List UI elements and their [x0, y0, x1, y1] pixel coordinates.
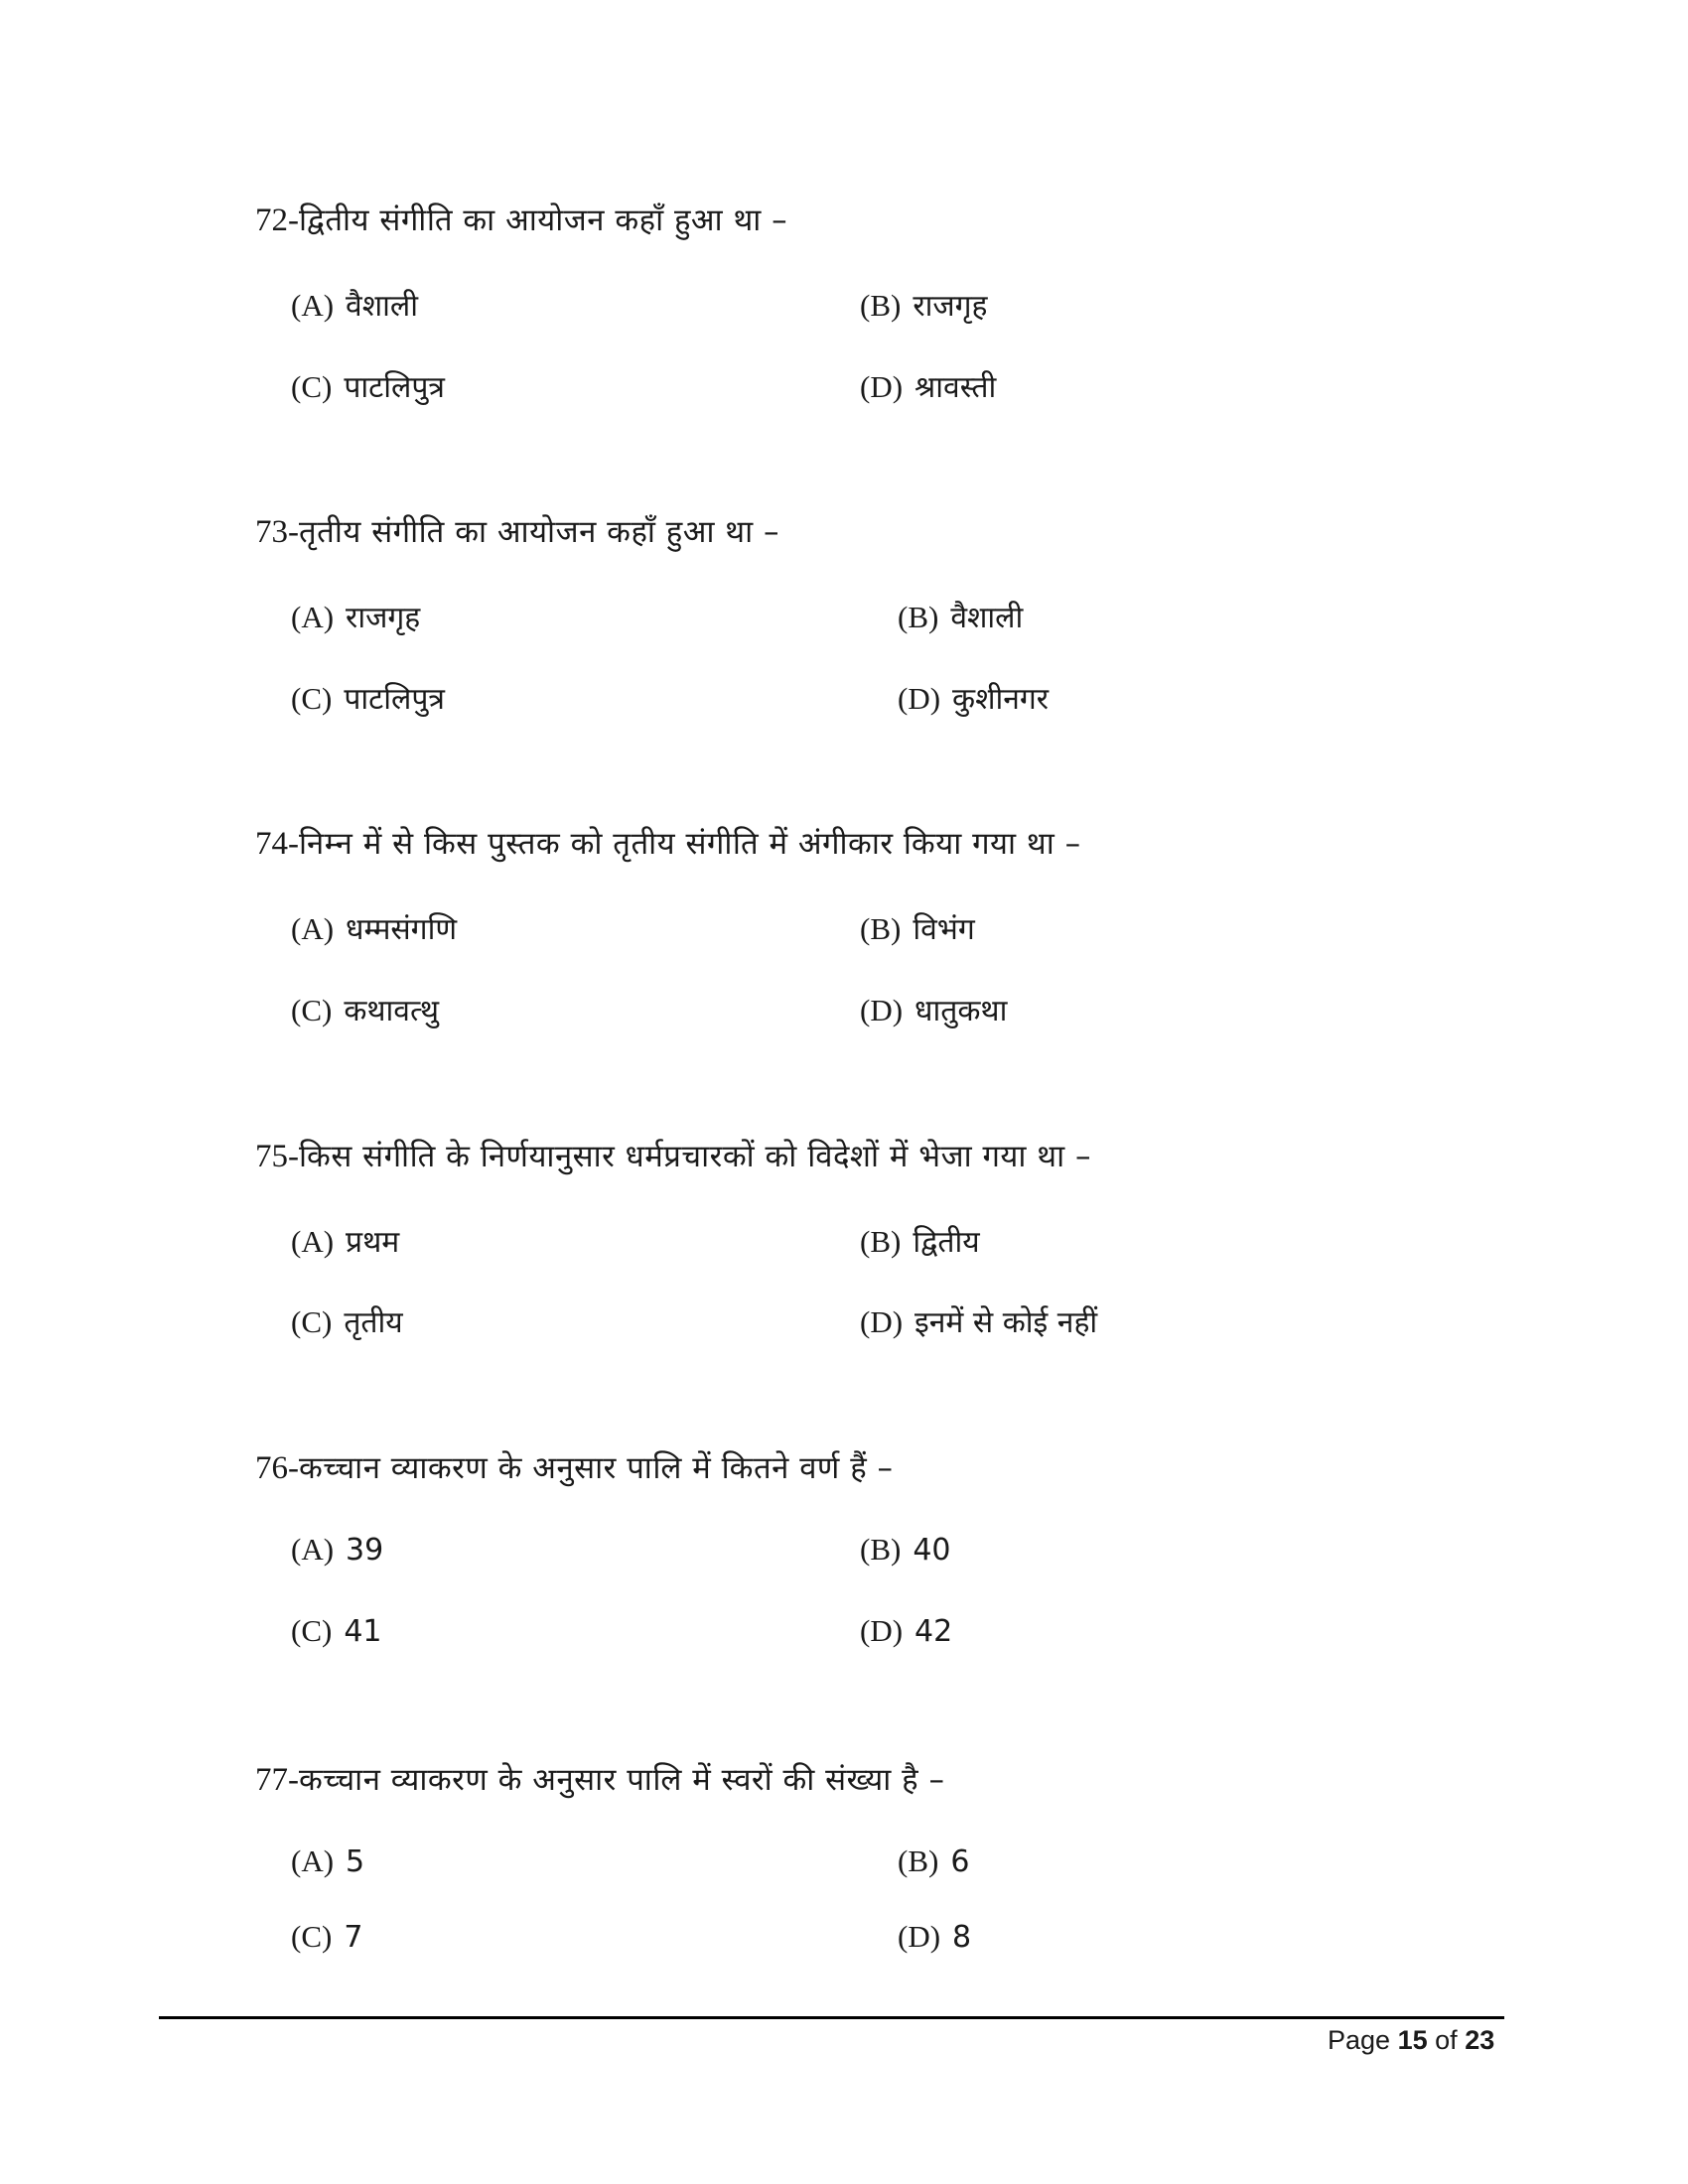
option-76-c — [291, 1613, 382, 1649]
question-text: द्वितीय संगीति का आयोजन कहाँ हुआ था – — [299, 203, 788, 238]
option-label: (A) — [291, 1532, 335, 1567]
option-text: कुशीनगर — [952, 682, 1050, 717]
option-label: (D) — [860, 993, 904, 1027]
page-word: Page — [1328, 2025, 1391, 2055]
option-label: (D) — [898, 1919, 941, 1954]
page-number — [1328, 2025, 1494, 2056]
option-text: विभंग — [913, 912, 975, 947]
option-text: प्रथम — [346, 1225, 400, 1260]
option-73-b — [898, 596, 1023, 636]
option-label: (A) — [291, 1843, 335, 1878]
option-74-d — [860, 989, 1007, 1029]
option-72-a — [291, 284, 418, 325]
footer-divider — [159, 2016, 1504, 2019]
question-number: 77- — [255, 1762, 299, 1798]
question-number: 76- — [255, 1450, 299, 1486]
option-label: (C) — [291, 369, 333, 404]
question-number: 73- — [255, 514, 299, 550]
option-text: वैशाली — [346, 289, 419, 324]
option-76-d — [860, 1613, 952, 1649]
option-label: (B) — [898, 1843, 939, 1878]
of-word: of — [1435, 2025, 1458, 2055]
option-text: 42 — [914, 1614, 953, 1649]
option-77-d — [898, 1919, 971, 1955]
option-text: 5 — [346, 1844, 365, 1879]
option-74-c — [291, 989, 439, 1029]
option-text: वैशाली — [950, 601, 1024, 635]
option-text: कथावत्थु — [344, 994, 440, 1028]
option-label: (A) — [291, 911, 335, 946]
option-text: पाटलिपुत्र — [344, 370, 445, 405]
question-72 — [255, 199, 787, 240]
option-label: (B) — [860, 911, 902, 946]
option-77-c — [291, 1919, 362, 1955]
option-text: धातुकथा — [914, 994, 1008, 1028]
option-label: (A) — [291, 600, 335, 634]
option-label: (C) — [291, 681, 333, 716]
question-text: किस संगीति के निर्णयानुसार धर्मप्रचारकों को विदेशों में भेजा गया था – — [299, 1139, 1091, 1174]
question-73 — [255, 510, 779, 552]
option-76-b — [860, 1532, 951, 1568]
question-text: कच्चान व्याकरण के अनुसार पालि में स्वरों की संख्या है – — [299, 1762, 945, 1798]
option-74-a — [291, 907, 457, 948]
question-76 — [255, 1446, 894, 1488]
option-75-a — [291, 1220, 399, 1261]
option-text: 7 — [344, 1920, 363, 1955]
option-label: (D) — [898, 681, 941, 716]
option-label: (C) — [291, 1304, 333, 1339]
question-74 — [255, 822, 1081, 864]
option-text: धम्मसंगणि — [346, 912, 458, 947]
option-label: (D) — [860, 369, 904, 404]
option-label: (A) — [291, 1224, 335, 1259]
option-73-c — [291, 677, 445, 718]
option-text: 39 — [346, 1533, 384, 1568]
current-page: 15 — [1397, 2025, 1428, 2055]
option-label: (B) — [898, 600, 939, 634]
option-text: राजगृह — [913, 289, 988, 324]
option-77-b — [898, 1843, 969, 1879]
option-text: 8 — [952, 1920, 972, 1955]
option-text: द्वितीय — [913, 1225, 980, 1260]
option-label: (C) — [291, 1613, 333, 1648]
option-text: इनमें से कोई नहीं — [914, 1305, 1098, 1340]
option-label: (C) — [291, 993, 333, 1027]
option-75-d — [860, 1300, 1097, 1341]
option-72-d — [860, 365, 996, 406]
option-label: (B) — [860, 288, 902, 323]
question-text: तृतीय संगीति का आयोजन कहाँ हुआ था – — [299, 514, 779, 550]
question-text: कच्चान व्याकरण के अनुसार पालि में कितने वर्ण हैं – — [299, 1450, 894, 1486]
option-77-a — [291, 1843, 364, 1879]
option-75-c — [291, 1300, 403, 1341]
option-text: 6 — [950, 1844, 970, 1879]
option-text: श्रावस्ती — [914, 370, 997, 405]
total-pages: 23 — [1465, 2025, 1495, 2055]
option-text: तृतीय — [344, 1305, 403, 1340]
question-number: 74- — [255, 826, 299, 862]
option-label: (B) — [860, 1224, 902, 1259]
option-73-a — [291, 596, 420, 636]
question-77 — [255, 1758, 944, 1800]
option-label: (B) — [860, 1532, 902, 1567]
option-text: 41 — [344, 1614, 382, 1649]
option-72-b — [860, 284, 987, 325]
option-label: (D) — [860, 1613, 904, 1648]
question-number: 72- — [255, 203, 299, 238]
option-label: (D) — [860, 1304, 904, 1339]
option-75-b — [860, 1220, 980, 1261]
option-label: (A) — [291, 288, 335, 323]
option-73-d — [898, 677, 1049, 718]
option-76-a — [291, 1532, 383, 1568]
question-text: निम्न में से किस पुस्तक को तृतीय संगीति में अंगीकार किया गया था – — [299, 826, 1081, 862]
option-text: राजगृह — [346, 601, 421, 635]
option-text: 40 — [913, 1533, 951, 1568]
question-75 — [255, 1135, 1091, 1176]
option-text: पाटलिपुत्र — [344, 682, 445, 717]
option-72-c — [291, 365, 445, 406]
question-number: 75- — [255, 1139, 299, 1174]
option-74-b — [860, 907, 975, 948]
option-label: (C) — [291, 1919, 333, 1954]
